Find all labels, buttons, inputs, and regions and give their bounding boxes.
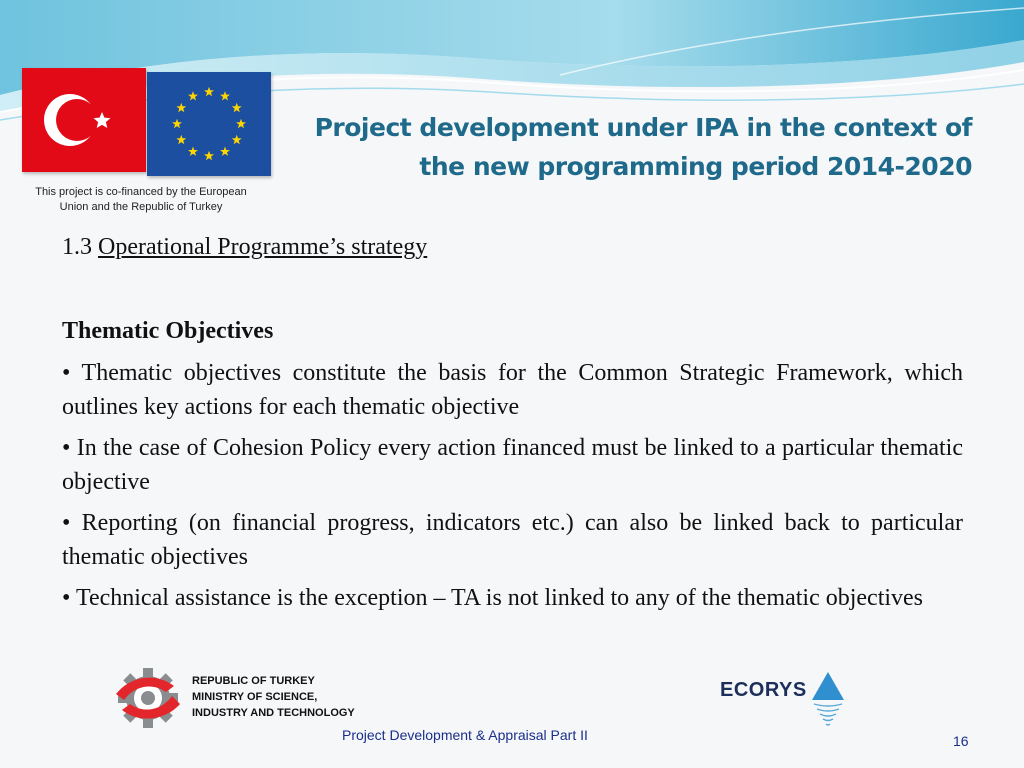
ministry-name [192,673,355,721]
cofinanced-line-1: This project is co-financed by the European [35,186,247,198]
footer-text: Project Development & Appraisal Part II [342,727,588,743]
section-heading [62,234,427,261]
turkey-flag-icon [22,68,146,172]
section-number: 1.3 [62,234,92,260]
slide-title-line-1: Project development under IPA in the context of [314,113,972,142]
bullet-item: • In the case of Cohesion Policy every action financed must be linked to a particular thematic objective [62,431,963,499]
page-number: 16 [953,733,969,749]
eu-flag-icon [147,72,271,176]
bullet-item: • Reporting (on financial progress, indicators etc.) can also be linked back to particular thematic objectives [62,506,963,574]
ecorys-logo-text: ECORYS [720,679,807,701]
section-name: Operational Programme’s strategy [98,234,428,260]
bullet-item: • Technical assistance is the exception – TA is not linked to any of the thematic objectives [62,581,963,615]
cofinanced-note [0,185,282,215]
bullet-item: • Thematic objectives constitute the basis for the Common Strategic Framework, which outlines key actions for each thematic objective [62,356,963,424]
bullet-list [62,356,963,622]
gear-logo-icon [108,664,192,728]
slide-title [272,108,972,186]
ministry-line-2: MINISTRY OF SCIENCE, [192,691,318,703]
cofinanced-line-2: Union and the Republic of Turkey [59,201,223,213]
ministry-line-3: INDUSTRY AND TECHNOLOGY [192,707,355,719]
subheading: Thematic Objectives [62,318,274,344]
slide-title-line-2: the new programming period 2014-2020 [419,152,972,181]
ecorys-triangle-icon [810,670,846,730]
ministry-line-1: REPUBLIC OF TURKEY [192,675,315,687]
